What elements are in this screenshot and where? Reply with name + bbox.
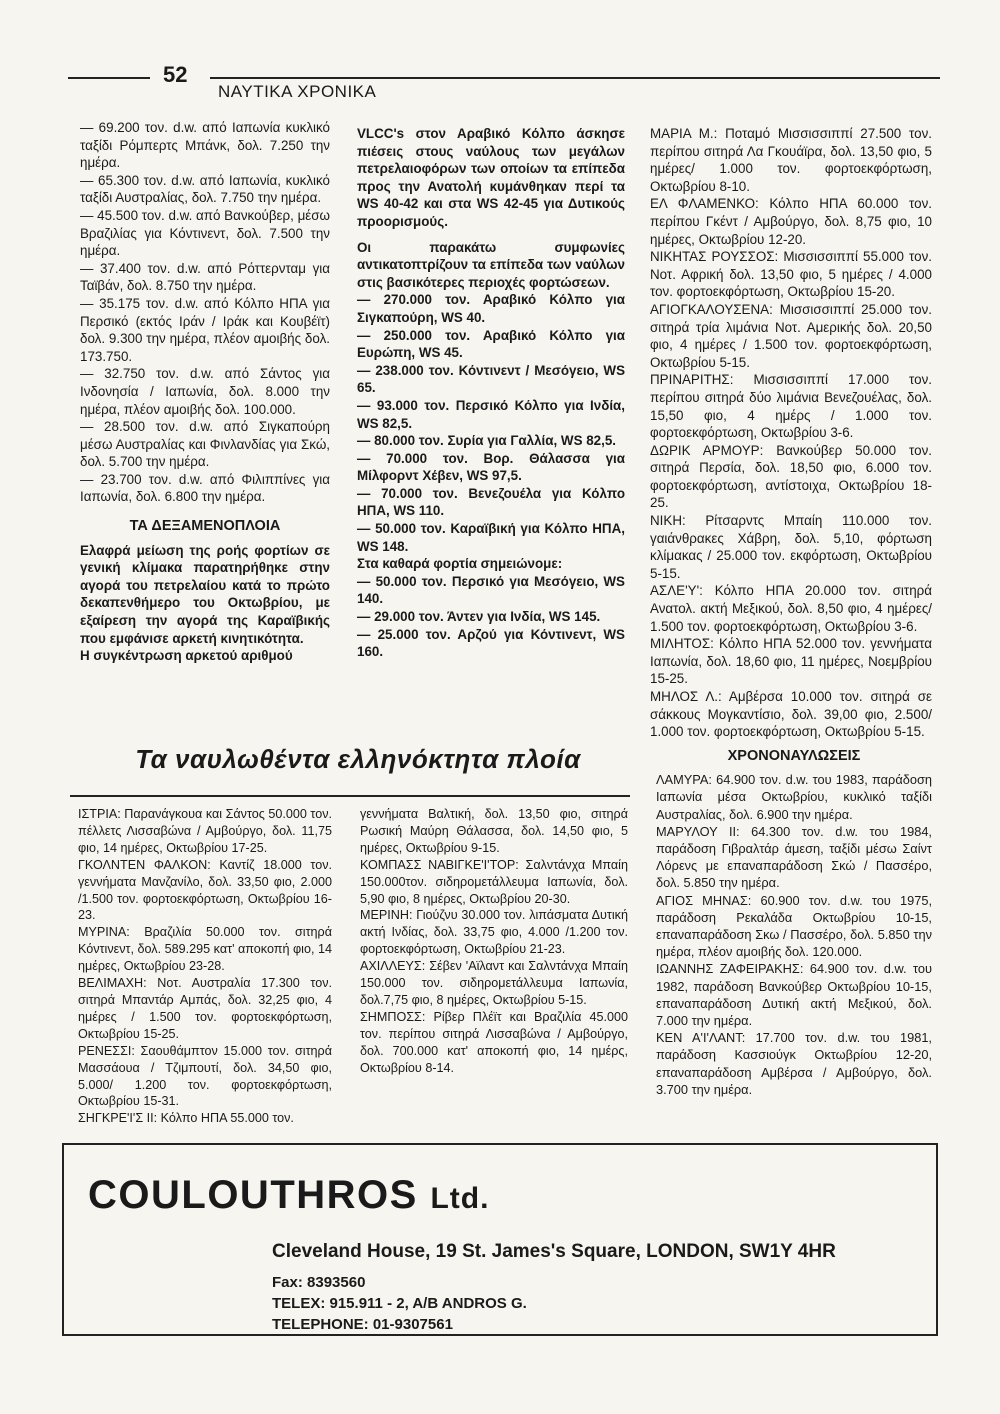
fixture-item: ΜΙΛΗΤΟΣ: Κόλπο ΗΠΑ 52.000 τον. γεννήματα Ιαπωνία, δολ. 18,60 φιο, 11 ημέρες, Νοεμβρίου 15-25.: [650, 636, 932, 687]
tankers-intro-continued: Η συγκέντρωση αρκετού αριθμού: [80, 648, 293, 664]
advertisement-box: [62, 1143, 938, 1336]
charter-item: — 23.700 τον. d.w. από Φιλιππίνες για Ιαπωνία, δολ. 6.800 την ημέρα.: [80, 471, 330, 505]
fixture-item: ΔΩΡΙΚ ΑΡΜΟΥΡ: Βανκούβερ 50.000 τον. σιτηρά Περσία, δολ. 18,50 φιο, 6.000 τον. φορτοεκφόρτωση, αντίστοιχα, Οκτωβρίου 18-25.: [650, 442, 932, 511]
ship-fixture: ΓΚΟΛΝΤΕΝ ΦΑΛΚΟΝ: Καντίζ 18.000 τον. γεννήματα Μανζανίλο, δολ. 33,50 φιο, 2.000 /1.500 τον. φορτοεκφόρτωση, Οκτωβρίου 16-23.: [78, 857, 332, 923]
banner-underline: [70, 795, 630, 797]
company-name: COULOUTHROS: [88, 1173, 418, 1217]
fixture-item: ΕΛ ΦΛΑΜΕΝΚΟ: Κόλπο ΗΠΑ 60.000 τον. περίπου Γκέντ / Αμβούργο, δολ. 8,75 φιο, 10 ημέρες, Οκτωβρίου 12-20.: [650, 196, 932, 247]
fixture-item: ΜΑΡΙΑ Μ.: Ποταμό Μισσισσιππί 27.500 τον. περίπου σιτηρά Λα Γκουάϊρα, δολ. 13,50 φιο, 5 ημέρες/ 1.000 τον. φορτοεκφόρτωση, Οκτωβρίου 8-10.: [650, 126, 932, 194]
charter-item: — 45.500 τον. d.w. από Βανκούβερ, μέσω Βραζιλίας για Κόντινεντ, δολ. 7.500 την ημέρα.: [80, 207, 330, 259]
ad-telex: TELEX: 915.911 - 2, A/B ANDROS G.: [272, 1295, 527, 1312]
tanker-fixture: — 93.000 τον. Περσικό Κόλπο για Ινδία, WS 82,5.: [357, 397, 625, 431]
ship-fixture: ΣΗΜΠΟΣΣ: Ρίβερ Πλέϊτ και Βραζιλία 45.000 τον. περίπου σιτηρά Λισσαβώνα / Αμβούργο, δολ. 700.000 κατ' αποκοπή φιο, 14 ημέρς, Οκτωβρίου 8-14.: [360, 1009, 628, 1075]
journal-title: ΝΑΥΤΙΚΑ ΧΡΟΝΙΚΑ: [218, 82, 377, 101]
charter-item: — 69.200 τον. d.w. από Ιαπωνία κυκλικό ταξίδι Ρόμπερτς Μπάνκ, δολ. 7.250 την ημέρα.: [80, 120, 330, 171]
fixture-item: ΑΣΛΕ'Υ': Κόλπο ΗΠΑ 20.000 τον. σιτηρά Ανατολ. ακτή Μεξικού, δολ. 8,50 φιο, 4 ημέρες/ 1.500 τον. φορτοεκφόρτωση, Οκτωβρίου 3-6.: [650, 583, 932, 634]
ad-address: Cleveland House, 19 St. James's Square, LONDON, SW1Y 4HR: [272, 1241, 836, 1262]
company-suffix: Ltd.: [430, 1182, 490, 1215]
ad-telephone: TELEPHONE: 01-9307561: [272, 1316, 453, 1333]
charter-item: — 65.300 τον. d.w. από Ιαπωνία, κυκλικό ταξίδι Αυστραλίας, δολ. 7.750 την ημέρα.: [80, 172, 330, 206]
ship-fixture: γεννήματα Βαλτική, δολ. 13,50 φιο, σιτηρά Ρωσική Μαύρη Θάλασσα, δολ. 14,50 φιο, 5 ημέρες, Οκτωβρίου 9-15.: [360, 807, 628, 855]
clean-fixture: — 25.000 τον. Αρζού για Κόντινεντ, WS 160.: [357, 626, 625, 660]
charter-item: — 37.400 τον. d.w. από Ρόττερνταμ για Ταϊβάν, δολ. 8.750 την ημέρα.: [80, 260, 330, 294]
header-rule-left: [68, 77, 150, 79]
fixture-item: ΑΓΙΟΓΚΑΛΟΥΣΕΝΑ: Μισσισσιππί 25.000 τον. σιτηρά τρία λιμάνια Νοτ. Αμερικής δολ. 20,50 φιο, 4 ημέρες / 1.500 τον. φορτοεκφόρτωση, Οκτωβρίου 5-15.: [650, 301, 932, 370]
fixture-item: ΜΗΛΟΣ Λ.: Αμβέρσα 10.000 τον. σιτηρά σε σάκκους Μογκαντίσιο, δολ. 39,00 φιο, 2.500/ 1.000 τον. φορτοεκφόρτωση, Οκτωβρίου 5-15.: [650, 689, 932, 740]
fixture-item: ΠΡΙΝΑΡΙΤΗΣ: Μισσισσιππί 17.000 τον. περίπου σιτηρά δύο λιμάνια Βενεζουέλας, δολ. 15,50 φιο, 4 ημέρς / 1.000 τον. φορτοεκφόρτωση, Οκτωβρίου 3-6.: [650, 372, 932, 441]
greek-ships-column-1: [78, 806, 332, 1127]
tanker-fixture: — 50.000 τον. Καραϊβική για Κόλπο ΗΠΑ, WS 148.: [357, 521, 625, 554]
fixture-item: ΝΙΚΗ: Ρίτσαρντς Μπαίη 110.000 τον. γαιάνθρακες Χάβρη, δολ. 5,10, φόρτωση κλίμακας / 25.000 τον. εκφόρτωση, Οκτωβρίου 5-15.: [650, 513, 932, 581]
column-2: [357, 125, 625, 661]
charter-item: — 35.175 τον. d.w. από Κόλπο ΗΠΑ για Περσικό (εκτός Ιράν / Ιράκ και Κουβέϊτ) δολ. 9.300 την ημέρα, πλέον αμοιβής δολ. 173.750.: [80, 295, 330, 364]
clean-fixture: — 29.000 τον. Άντεν για Ινδία, WS 145.: [357, 609, 601, 625]
ship-fixture: ΒΕΛΙΜΑΧΗ: Νοτ. Αυστραλία 17.300 τον. σιτηρά Μπαντάρ Αμπάς, δολ. 32,25 φιο, 4 ημέρες / 1.500 τον. φορτοεκφόρτωση, Οκτωβρίου 15-25.: [78, 976, 332, 1041]
ship-fixture: ΙΣΤΡΙΑ: Παρανάγκουα και Σάντος 50.000 τον. πέλλετς Λισσαβώνα / Αμβούργο, δολ. 11,75 φιο, 14 ημέρες, Οκτωβρίου 17-25.: [78, 807, 332, 855]
tankers-intro: Ελαφρά μείωση της ροής φορτίων σε γενική κλίμακα παρατηρήθηκε στην αγορά του πετρελαίου κατά το πρώτο δεκαπενθήμερο του Οκτωβρίου, με εξαίρεση την αγορά της Καραϊβικής που εμφάνισε αρκετή κινητικότητα.: [80, 542, 330, 646]
time-charter-item: ΜΑΡΥΛΟΥ ΙΙ: 64.300 τον. d.w. του 1984, παράδοση Γιβραλτάρ άμεση, ταξίδι μέσω Σαίντ Λόρενς με επαναπαράδοση Σκώ / Πασσέρο, δολ. 5.850 την ημέρα.: [656, 823, 932, 891]
ad-company-name: [88, 1173, 489, 1218]
fixture-item: ΝΙΚΗΤΑΣ ΡΟΥΣΣΟΣ: Μισσισσιππί 55.000 τον. Νοτ. Αφρική δολ. 13,50 φιο, 5 ημέρες / 4.000 τον. φορτοεκφόρτωση, Οκτωβρίου 15-20.: [650, 249, 932, 300]
time-charter-item: ΑΓΙΟΣ ΜΗΝΑΣ: 60.900 τον. d.w. του 1975, παράδοση Ρεκαλάδα Οκτωβρίου 10-15, επαναπαράδοση Σκω / Πασσέρο, δολ. 5.850 την ημέρα, πλέον αμοιβής δολ. 120.000.: [656, 892, 932, 960]
tanker-fixture: — 238.000 τον. Κόντινεντ / Μεσόγειο, WS 65.: [357, 362, 625, 396]
charter-item: — 28.500 τον. d.w. από Σιγκαπούρη μέσω Αυστραλίας και Φινλανδίας για Σκώ, δολ. 5.700 την ημέρα.: [80, 419, 330, 470]
tanker-fixture: — 80.000 τον. Συρία για Γαλλία, WS 82,5.: [357, 433, 617, 449]
charter-item: — 32.750 τον. d.w. από Σάντος για Ινδονησία / Ιαπωνία, δολ. 8.000 την ημέρα, πλέον αμοιβής δολ. 100.000.: [80, 366, 330, 417]
time-charters-column: [656, 748, 932, 1098]
header-rule-right: [210, 77, 940, 79]
agreements-paragraph: Οι παρακάτω συμφωνίες αντικατοπτρίζουν τα επίπεδα των ναύλων στις βασικότερες περιοχές φορτώσεων.: [357, 239, 625, 290]
ship-fixture: ΜΕΡΙΝΗ: Γιούζνυ 30.000 τον. λιπάσματα Δυτική ακτή Ινδίας, δολ. 33,75 φιο, 4.000 /1.200 τον. φορτοεκφόρτωση, Οκτωβρίου 21-23.: [360, 908, 628, 957]
time-charters-heading: ΧΡΟΝΟΝΑΥΛΩΣΕΙΣ: [727, 748, 861, 764]
page-number: 52: [163, 62, 188, 87]
time-charter-item: ΙΩΑΝΝΗΣ ΖΑΦΕΙΡΑΚΗΣ: 64.900 τον. d.w. του 1982, παράδοση Βανκούβερ Οκτωβρίου 10-15, επαναπαράδοση Δυτική ακτή Μεξικού, δολ. 7.000 την ημέρα.: [656, 961, 932, 1029]
clean-cargo-note: Στα καθαρά φορτία σημειώνομε:: [357, 556, 563, 572]
tanker-fixture: — 270.000 τον. Αραβικό Κόλπο για Σιγκαπούρη, WS 40.: [357, 292, 625, 325]
tanker-fixture: — 70.000 τον. Βορ. Θάλασσα για Μίλφορντ Χέβεν, WS 97,5.: [357, 450, 625, 484]
time-charter-item: ΚΕΝ Α'Ι'ΛΑΝΤ: 17.700 τον. d.w. του 1981, παράδοση Κασσιούγκ Οκτωβρίου 12-20, επαναπαράδοση Αμβέρσα / Αμβούργο, δολ. 3.700 την ημέρα.: [656, 1030, 932, 1097]
vlcc-paragraph: VLCC's στον Αραβικό Κόλπο άσκησε πιέσεις στους ναύλους των μεγάλων πετρελαιοφόρων των οποίων τα επίπεδα προς την Ανατολή κυμάνθηκαν περί τα WS 40-42 και στα WS 42-45 για Δυτικούς προορισμούς.: [357, 126, 625, 229]
column-3: [650, 125, 932, 741]
greek-ships-column-2: [360, 806, 628, 1077]
time-charter-item: ΛΑΜΥΡΑ: 64.900 τον. d.w. του 1983, παράδοση Ιαπωνία μέσα Οκτωβρίου, κυκλικό ταξίδι Αυστραλίας, δολ. 6.900 την ημέρα.: [656, 772, 932, 822]
ship-fixture: ΑΧΙΛΛΕΥΣ: Σέβεν 'Αϊλαντ και Σαλντάνχα Μπαίη 150.000 τον. σιδηρομετάλλευμα Ιαπωνία, δολ.7,75 φιο, 8 ημέρες, Οκτωβρίου 5-15.: [360, 959, 628, 1007]
ship-fixture: ΣΗΓΚΡΕ'Ι'Σ ΙΙ: Κόλπο ΗΠΑ 55.000 τον.: [78, 1111, 294, 1126]
tanker-fixture: — 70.000 τον. Βενεζουέλα για Κόλπο ΗΠΑ, WS 110.: [357, 485, 625, 519]
ad-fax: Fax: 8393560: [272, 1274, 366, 1291]
column-1: [80, 119, 330, 665]
section-banner-title: Τα ναυλωθέντα ελληνόκτητα πλοία: [135, 744, 581, 774]
tankers-heading: ΤΑ ΔΕΞΑΜΕΝΟΠΛΟΙΑ: [129, 518, 281, 535]
clean-fixture: — 50.000 τον. Περσικό για Μεσόγειο, WS 140.: [357, 573, 625, 607]
ship-fixture: ΜΥΡΙΝΑ: Βραζιλία 50.000 τον. σιτηρά Κόντινεντ, δολ. 589.295 κατ' αποκοπή φιο, 14 ημέρες, Οκτωβρίου 23-28.: [78, 925, 332, 974]
tanker-fixture: — 250.000 τον. Αραβικό Κόλπο για Ευρώπη, WS 45.: [357, 327, 625, 361]
ship-fixture: ΚΟΜΠΑΣΣ ΝΑΒΙΓΚΕ'Ι'ΤΟΡ: Σαλντάνχα Μπαίη 150.000τον. σιδηρομετάλλευμα Ιαπωνία, δολ. 5,90 φιο, 8 ημέρες, Οκτωβρίου 20-30.: [360, 857, 628, 906]
ship-fixture: ΡΕΝΕΣΣΙ: Σαουθάμπτον 15.000 τον. σιτηρά Μασσάουα / Τζιμπουτί, δολ. 34,50 φιο, 5.000/ 1.200 τον. φορτοεκφόρτωση, Οκτωβρίου 15-31.: [78, 1043, 332, 1109]
